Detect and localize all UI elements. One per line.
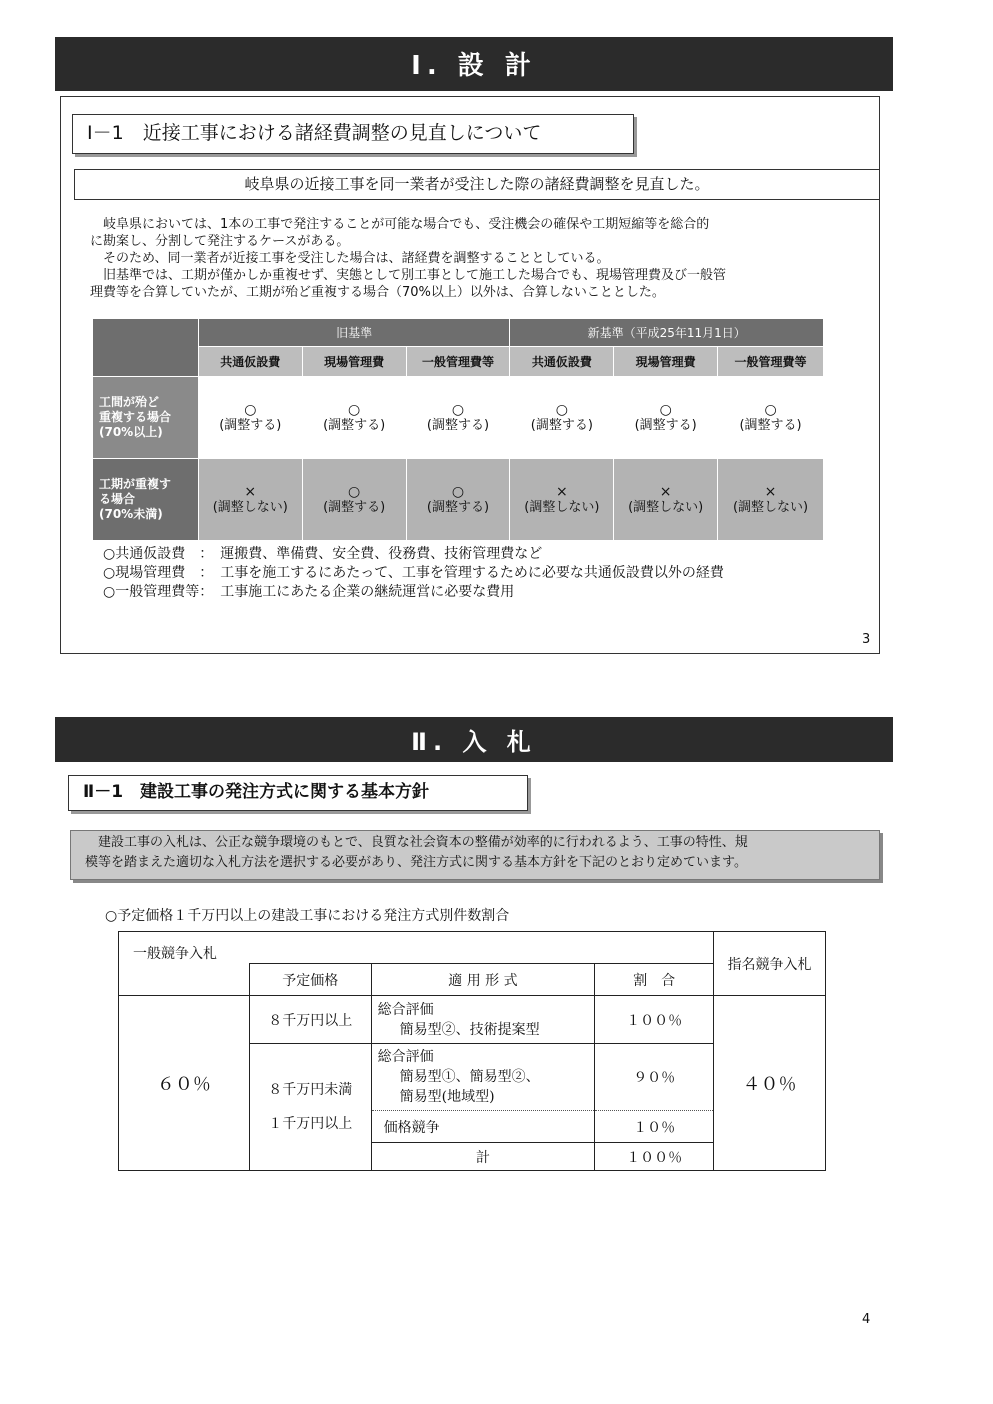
- section1-para-line: そのため、同一業者が近接工事を受注した場合は、諸経費を調整することとしている。: [90, 251, 610, 266]
- section2-subtitle-text: Ⅱ－1 建設工事の発注方式に関する基本方針: [83, 782, 430, 802]
- table-corner: [93, 319, 199, 377]
- column-header: 一般管理費等: [406, 347, 510, 377]
- cell-note: (調整しない): [732, 499, 809, 515]
- group-new-header: 新基準（平成25年11月1日）: [510, 319, 824, 347]
- intro-line: 模等を踏まえた適切な入札方法を選択する必要があり、発注方式に関する基本方針を下記のとおり定めています。: [85, 855, 747, 870]
- section1-body: [90, 216, 850, 301]
- cell-note: (調整する): [530, 417, 593, 433]
- table-cell: [406, 377, 510, 459]
- table-cell: [614, 377, 718, 459]
- circle-mark: ○: [659, 401, 672, 418]
- general-ratio: ６０％: [119, 996, 250, 1171]
- cell-note: (調整しない): [212, 499, 288, 515]
- cross-mark: ×: [659, 483, 672, 500]
- price-high: ８千万円以上: [249, 996, 371, 1044]
- table-cell: [198, 459, 302, 541]
- section1-banner: [55, 37, 893, 91]
- section2-intro: [70, 830, 880, 880]
- nominated-bid-header: [714, 932, 826, 996]
- price-low-line: ８千万円未満: [268, 1082, 353, 1098]
- ratio-price: １０％: [595, 1111, 714, 1143]
- row-label-line: (70%未満): [99, 507, 163, 521]
- general-bid-header: [119, 932, 714, 964]
- section1-subtitle: [72, 114, 634, 154]
- definition-line: ○共通仮設費 ： 運搬費、準備費、安全費、役務費、技術管理費など: [103, 546, 543, 562]
- blank-cell: [119, 964, 250, 996]
- col-ratio-header: 割 合: [595, 964, 714, 996]
- section1-para-line: 岐阜県においては、1本の工事で発注することが可能な場合でも、受注機会の確保や工期短縮等を総合的: [90, 217, 710, 232]
- row-label: [93, 377, 199, 459]
- table-cell: [302, 459, 406, 541]
- column-header: 現場管理費: [302, 347, 406, 377]
- col-price-header: 予定価格: [249, 964, 371, 996]
- circle-mark: ○: [451, 401, 465, 418]
- cell-note: (調整しない): [628, 499, 704, 515]
- price-low-line: １千万円以上: [268, 1116, 353, 1132]
- section2-subtitle: [68, 775, 528, 811]
- total-ratio: １００％: [595, 1143, 714, 1171]
- general-bid-label: 一般競争入札: [133, 946, 217, 962]
- cross-mark: ×: [244, 483, 257, 500]
- form-line: 簡易型①、簡易型②、: [399, 1069, 540, 1085]
- cell-note: (調整する): [426, 499, 490, 515]
- section1-summary-text: 岐阜県の近接工事を同一業者が受注した際の諸経費調整を見直した。: [244, 175, 710, 193]
- cell-note: (調整しない): [524, 499, 600, 515]
- ratio-high: １００％: [595, 996, 714, 1044]
- circle-mark: ○: [348, 483, 361, 500]
- circle-mark: ○: [555, 401, 568, 418]
- circle-mark: ○: [348, 401, 361, 418]
- table-row: [119, 996, 826, 1044]
- column-header: 一般管理費等: [718, 347, 824, 377]
- row-label: [93, 459, 199, 541]
- column-header: 共通仮設費: [510, 347, 614, 377]
- table-cell: [406, 459, 510, 541]
- intro-line: 建設工事の入札は、公正な競争環境のもとで、良質な社会資本の整備が効率的に行われるよう、工事の特性、規: [85, 835, 748, 850]
- table-cell: [510, 377, 614, 459]
- section1-summary: [74, 169, 880, 200]
- definition-line: ○現場管理費 ： 工事を施工するにあたって、工事を管理するために必要な共通仮設費以外の経費: [103, 565, 724, 581]
- definitions: [103, 545, 863, 602]
- table-caption: ○予定価格１千万円以上の建設工事における発注方式別件数割合: [105, 908, 510, 924]
- cell-note: (調整する): [323, 417, 386, 433]
- cell-note: (調整する): [634, 417, 697, 433]
- cost-adjustment-table: [92, 318, 824, 541]
- form-line: 総合評価: [377, 1001, 434, 1018]
- section1-para-line: に勘案し、分割して発注するケースがある。: [90, 234, 350, 249]
- form-line: 簡易型(地域型): [399, 1089, 495, 1105]
- definition-line: ○一般管理費等： 工事施工にあたる企業の継続運営に必要な費用: [103, 584, 515, 600]
- col-form-header: 適 用 形 式: [371, 964, 595, 996]
- row-label-line: 工期が重複す: [99, 477, 172, 491]
- section2-banner-text: Ⅱ. 入 札: [411, 728, 537, 756]
- circle-mark: ○: [451, 483, 465, 500]
- form-low: [371, 1044, 595, 1111]
- table-row: [93, 459, 824, 541]
- cell-note: (調整する): [323, 499, 386, 515]
- page-number: 4: [862, 1312, 871, 1327]
- table-cell: [198, 377, 302, 459]
- table-cell: [718, 459, 824, 541]
- price-low: [249, 1044, 371, 1171]
- table-cell: [302, 377, 406, 459]
- section1-para-line: 旧基準では、工期が僅かしか重複せず、実態として別工事として施工した場合でも、現場管理費及び一般管: [90, 268, 726, 283]
- cell-note: (調整する): [426, 417, 490, 433]
- form-price: 価格競争: [371, 1111, 595, 1143]
- row-label-line: 重複する場合: [99, 410, 172, 424]
- table-cell: [614, 459, 718, 541]
- ordering-method-table: [118, 931, 826, 1171]
- form-high: [371, 996, 595, 1044]
- cross-mark: ×: [764, 483, 777, 500]
- table-cell: [718, 377, 824, 459]
- form-line: 簡易型②、技術提案型: [399, 1021, 540, 1038]
- group-old-header: 旧基準: [198, 319, 510, 347]
- section2-banner: [55, 717, 893, 762]
- cross-mark: ×: [555, 483, 568, 500]
- ratio-low: ９０％: [595, 1044, 714, 1111]
- nominated-ratio: ４０％: [714, 996, 826, 1171]
- nominated-bid-label: 指名競争入札: [727, 956, 812, 973]
- row-label-line: 工間が殆ど: [99, 395, 160, 409]
- form-line: 総合評価: [377, 1049, 434, 1065]
- column-header: 現場管理費: [614, 347, 718, 377]
- section1-banner-text: Ⅰ. 設 計: [411, 51, 537, 81]
- circle-mark: ○: [764, 401, 777, 418]
- page-number: 3: [862, 632, 871, 647]
- column-header: 共通仮設費: [198, 347, 302, 377]
- row-label-line: る場合: [99, 492, 136, 506]
- table-row: [93, 377, 824, 459]
- total-label: 計: [371, 1143, 595, 1171]
- circle-mark: ○: [244, 401, 257, 418]
- section1-subtitle-text: Ⅰ－1 近接工事における諸経費調整の見直しについて: [87, 122, 542, 144]
- section1-para-line: 理費等を合算していたが、工期が殆ど重複する場合（70%以上）以外は、合算しないこととした。: [90, 285, 665, 300]
- table-cell: [510, 459, 614, 541]
- row-label-line: (70%以上): [99, 425, 163, 439]
- cell-note: (調整する): [739, 417, 802, 433]
- cell-note: (調整する): [219, 417, 282, 433]
